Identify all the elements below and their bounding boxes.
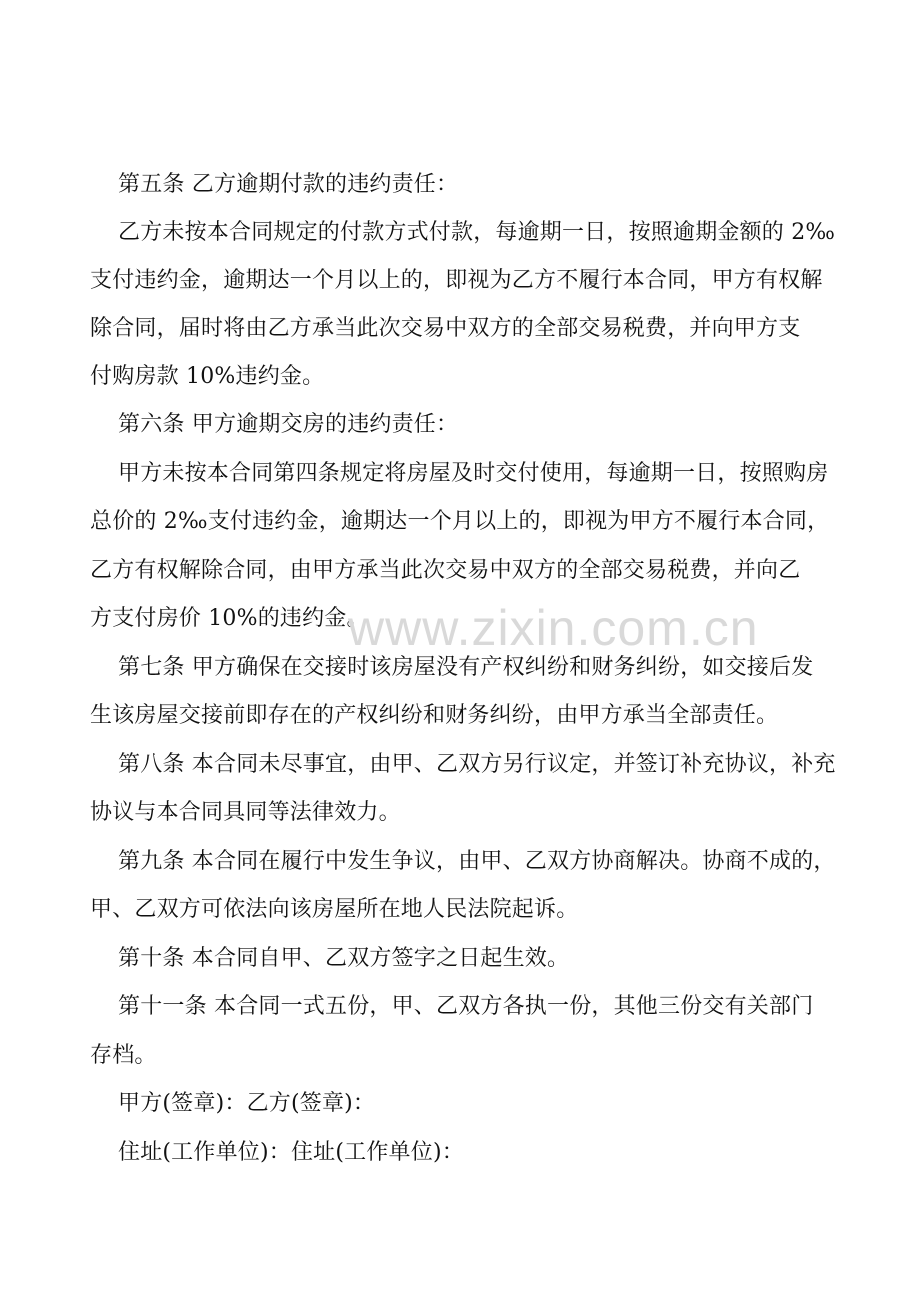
article-6-paragraph-line-2: 总价的 2‰支付违约金，逾期达一个月以上的，即视为甲方不履行本合同，	[90, 509, 830, 534]
article-8-line-1: 第八条 本合同未尽事宜，由甲、乙双方另行议定，并签订补充协议，补充	[118, 752, 836, 777]
article-10-line: 第十条 本合同自甲、乙双方签字之日起生效。	[118, 946, 570, 971]
article-8-line-2: 协议与本合同具同等法律效力。	[90, 800, 401, 825]
article-6-heading: 第六条 甲方逾期交房的违约责任：	[118, 412, 459, 437]
article-11-line-2: 存档。	[90, 1043, 157, 1068]
article-5-paragraph-line-3: 除合同，届时将由乙方承当此次交易中双方的全部交易税费，并向甲方支	[90, 316, 801, 341]
address-line: 住址(工作单位)：住址(工作单位)：	[118, 1140, 464, 1165]
article-9-line-1: 第九条 本合同在履行中发生争议，由甲、乙双方协商解决。协商不成的，	[118, 849, 836, 874]
article-6-paragraph-line-4: 方支付房价 10%的违约金。	[90, 606, 369, 631]
article-9-line-2: 甲、乙双方可依法向该房屋所在地人民法院起诉。	[90, 897, 579, 922]
article-5-paragraph-line-2: 支付违约金，逾期达一个月以上的，即视为乙方不履行本合同，甲方有权解	[90, 268, 823, 293]
article-6-paragraph-line-1: 甲方未按本合同第四条规定将房屋及时交付使用，每逾期一日，按照购房	[118, 461, 829, 486]
signature-line: 甲方(签章)：乙方(签章)：	[118, 1091, 376, 1116]
article-5-paragraph-line-1: 乙方未按本合同规定的付款方式付款，每逾期一日，按照逾期金额的 2‰	[118, 220, 836, 245]
article-6-paragraph-line-3: 乙方有权解除合同，由甲方承当此次交易中双方的全部交易税费，并向乙	[90, 558, 801, 583]
article-7-line-2: 生该房屋交接前即存在的产权纠纷和财务纠纷，由甲方承当全部责任。	[90, 703, 779, 728]
article-5-paragraph-line-4: 付购房款 10%违约金。	[90, 364, 325, 389]
article-5-heading: 第五条 乙方逾期付款的违约责任：	[118, 172, 459, 197]
watermark: www.zixin.com.cn	[348, 600, 759, 656]
article-11-line-1: 第十一条 本合同一式五份，甲、乙双方各执一份，其他三份交有关部门	[118, 994, 814, 1019]
article-7-line-1: 第七条 甲方确保在交接时该房屋没有产权纠纷和财务纠纷，如交接后发	[118, 655, 814, 680]
